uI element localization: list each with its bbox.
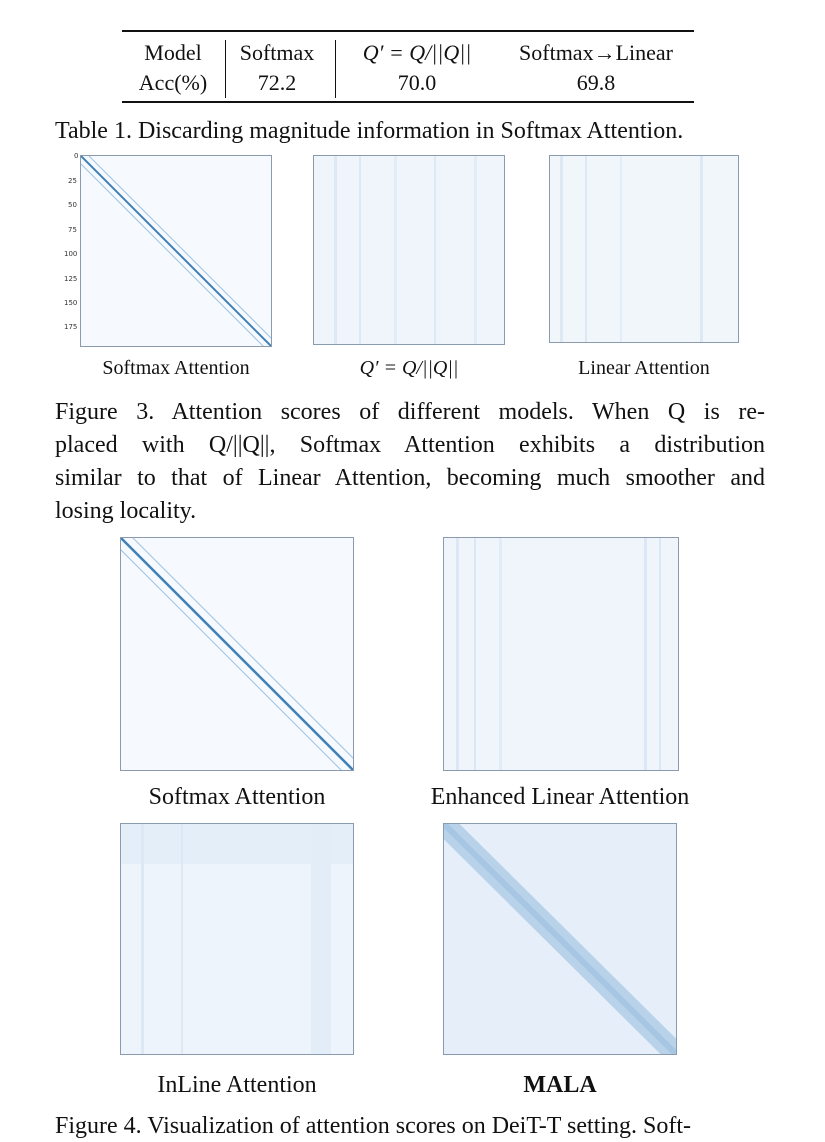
tick-label: 125 [64, 275, 78, 283]
heatmap-softmax-attention-fig4 [120, 537, 354, 771]
tick-label: 50 [68, 201, 77, 209]
figure-3-caption: Figure 3. Attention scores of different models. When Q is re- placed with Q/||Q||, Softmax Attention exhibits a distribution similar to that of Linear Attention, becoming much smoother and losing locality. [55, 399, 765, 524]
tick-label: 175 [64, 323, 78, 331]
tick-label: 0 [74, 152, 79, 160]
tick-label: 25 [68, 177, 77, 185]
heatmap-enhanced-linear-fig4 [443, 537, 679, 771]
fig3-label-softmax: Softmax Attention [102, 357, 250, 379]
heatmap-diagonal-band [444, 824, 677, 1055]
tick-label: 150 [64, 299, 78, 307]
tick-label: 75 [68, 226, 77, 234]
fig3-label-normalized-q: Q′ = Q/||Q|| [359, 357, 459, 379]
table-col-softmax-linear: Softmax→Linear 69.8 [519, 40, 673, 95]
heatmap-diagonal [121, 538, 354, 771]
table-1-caption: Table 1. Discarding magnitude information in Softmax Attention. [55, 118, 684, 144]
heatmap-stripes [444, 538, 679, 771]
heatmap-diagonal [81, 156, 272, 347]
fig3-label-linear: Linear Attention [578, 357, 710, 379]
table-divider [225, 40, 226, 98]
table-col-softmax: Softmax 72.2 [239, 40, 315, 95]
heatmap-inline-attention-fig4 [120, 823, 354, 1055]
table-col-normalized-q: Q′ = Q/||Q|| 70.0 [362, 40, 472, 95]
heatmap-linear-attention-fig3 [549, 155, 739, 343]
tick-label: 100 [64, 250, 78, 258]
table-col-model: Model Acc(%) [138, 40, 208, 95]
table-divider [335, 40, 336, 98]
table-1 [122, 30, 694, 103]
fig4-label-softmax: Softmax Attention [148, 784, 326, 810]
heatmap-stripes [550, 156, 739, 343]
fig4-label-mala: MALA [523, 1072, 597, 1098]
figure-4-caption: Figure 4. Visualization of attention scores on DeiT-T setting. Soft- [55, 1113, 692, 1139]
heatmap-normalized-q-fig3 [313, 155, 505, 345]
fig4-label-inline: InLine Attention [157, 1072, 317, 1098]
heatmap-grid [121, 824, 354, 1055]
heatmap-mala-fig4 [443, 823, 677, 1055]
fig4-label-enhanced-linear: Enhanced Linear Attention [430, 784, 690, 810]
heatmap-stripes [314, 156, 505, 345]
heatmap-softmax-attention-fig3 [80, 155, 272, 347]
